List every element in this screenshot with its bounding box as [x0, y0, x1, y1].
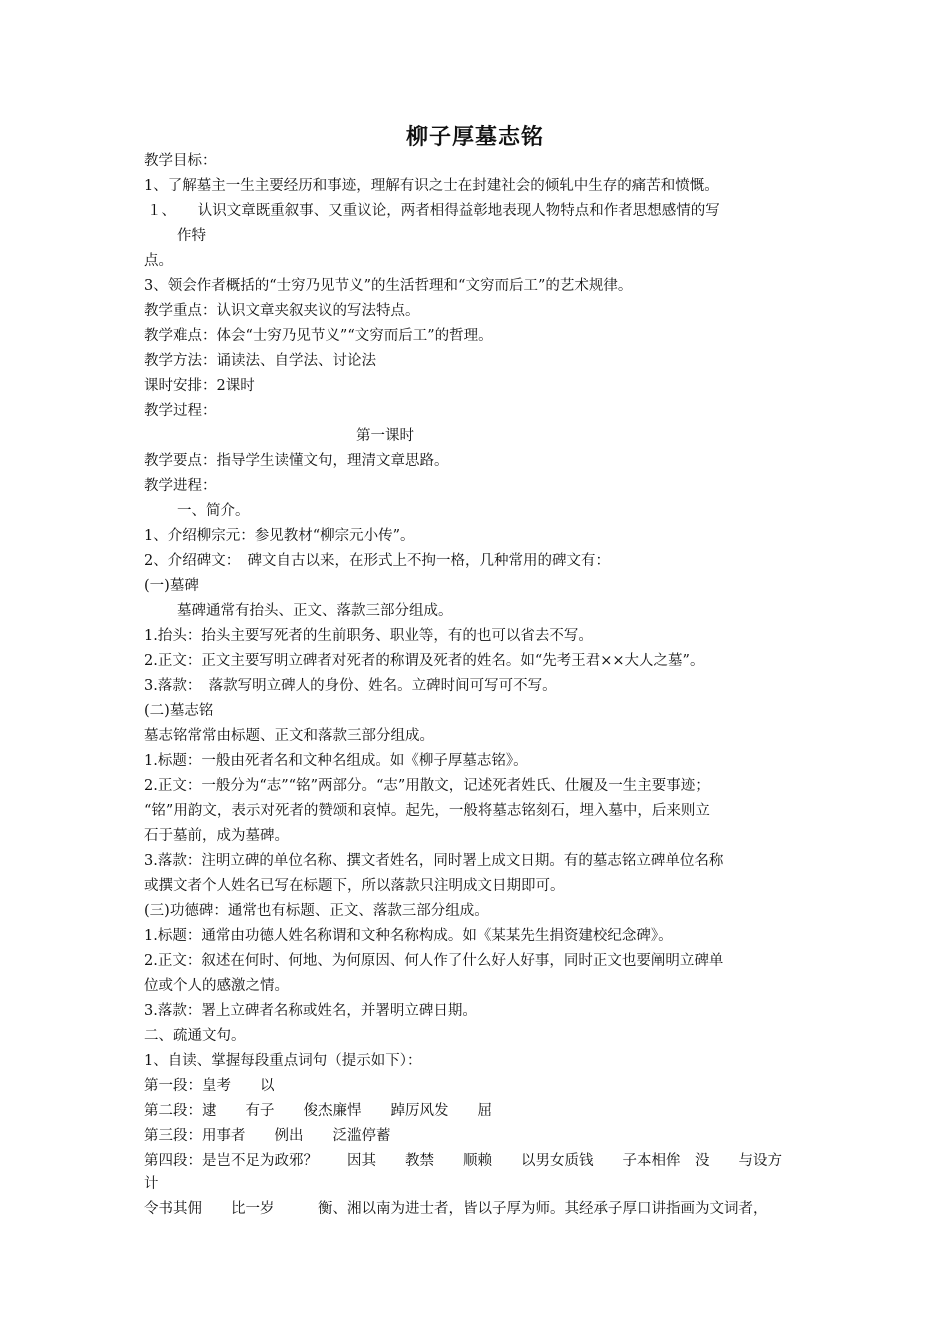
text-line: 第三段：用事者 例出 泛滥停蓄: [144, 1128, 391, 1144]
text-line: 3.落款： 落款写明立碑人的身份、姓名。立碑时间可写可不写。: [144, 678, 557, 694]
text-line: 位或个人的感激之情。: [144, 978, 289, 994]
text-line: 一、简介。: [177, 503, 250, 519]
text-line: 第一段：皇考 以: [144, 1078, 275, 1094]
text-line: 或撰文者个人姓名已写在标题下，所以落款只注明成文日期即可。: [144, 878, 565, 894]
text-line: 1.标题：通常由功德人姓名称谓和文种名称构成。如《某某先生捐资建校纪念碑》。: [144, 928, 673, 944]
text-line: (一)墓碑: [144, 578, 199, 594]
text-line: 令书其佣 比一岁 衡、湘以南为进士者，皆以子厚为师。其经承子厚口讲指画为文词者，: [144, 1201, 768, 1217]
text-line: (三)功德碑：通常也有标题、正文、落款三部分组成。: [144, 903, 489, 919]
text-line: 作特: [177, 228, 206, 244]
text-line: 二、疏通文句。: [144, 1028, 246, 1044]
text-line: 2、介绍碑文： 碑文自古以来，在形式上不拘一格，几种常用的碑文有：: [144, 553, 610, 569]
text-line: 1.抬头：抬头主要写死者的生前职务、职业等，有的也可以省去不写。: [144, 628, 593, 644]
text-line: 2.正文：一般分为“志”“铭”两部分。“志”用散文，记述死者姓氏、仕履及一生主要事迹；: [144, 778, 710, 794]
text-line: (二)墓志铭: [144, 703, 214, 719]
text-line: 教学重点：认识文章夹叙夹议的写法特点。: [144, 303, 420, 319]
text-line: 2.正文：叙述在何时、何地、为何原因、何人作了什么好人好事，同时正文也要阐明立碑单: [144, 953, 724, 969]
text-line: 3.落款：注明立碑的单位名称、撰文者姓名，同时署上成文日期。有的墓志铭立碑单位名称: [144, 853, 724, 869]
document-title: 柳子厚墓志铭: [405, 124, 544, 150]
text-line: 第四段：是岂不足为政邪？ 因其 教禁 顺赖 以男女质钱 子本相侔 没 与设方: [144, 1153, 782, 1169]
text-line: 教学要点：指导学生读懂文句，理清文章思路。: [144, 453, 449, 469]
text-line: 教学难点：体会“士穷乃见节义”“文穷而后工”的哲理。: [144, 328, 493, 344]
text-line: “铭”用韵文，表示对死者的赞颂和哀悼。起先，一般将墓志铭刻石，埋入墓中，后来则立: [144, 803, 710, 819]
text-line: 石于墓前，成为墓碑。: [144, 828, 289, 844]
text-line: 3、领会作者概括的“士穷乃见节义”的生活哲理和“文穷而后工”的艺术规律。: [144, 278, 633, 294]
text-line: 教学过程：: [144, 403, 217, 419]
text-line: 墓碑通常有抬头、正文、落款三部分组成。: [177, 603, 453, 619]
text-line: 1、介绍柳宗元：参见教材“柳宗元小传”。: [144, 528, 415, 544]
text-line: 点。: [144, 253, 173, 269]
text-line: 1、自读、掌握每段重点词句（提示如下）：: [144, 1053, 422, 1069]
text-line: 2.正文：正文主要写明立碑者对死者的称谓及死者的姓名。如“先考王君××大人之墓”。: [144, 653, 705, 669]
section-heading: 第一课时: [356, 428, 414, 444]
text-line: 第二段：逮 有子 俊杰廉悍 踔厉风发 屈: [144, 1103, 492, 1119]
text-line: 教学目标：: [144, 153, 217, 169]
text-line: １、 认识文章既重叙事、又重议论，两者相得益彰地表现人物特点和作者思想感情的写: [147, 203, 720, 219]
text-line: 墓志铭常常由标题、正文和落款三部分组成。: [144, 728, 434, 744]
text-line: 课时安排：2课时: [144, 378, 255, 394]
text-line: 教学方法：诵读法、自学法、讨论法: [144, 353, 376, 369]
text-line: 教学进程：: [144, 478, 217, 494]
text-line: 3.落款：署上立碑者名称或姓名，并署明立碑日期。: [144, 1003, 477, 1019]
text-line: 1、了解墓主一生主要经历和事迹，理解有识之士在封建社会的倾轧中生存的痛苦和愤慨。: [144, 178, 719, 194]
text-line: 1.标题：一般由死者名和文种名组成。如《柳子厚墓志铭》。: [144, 753, 528, 769]
text-line: 计: [144, 1176, 159, 1192]
